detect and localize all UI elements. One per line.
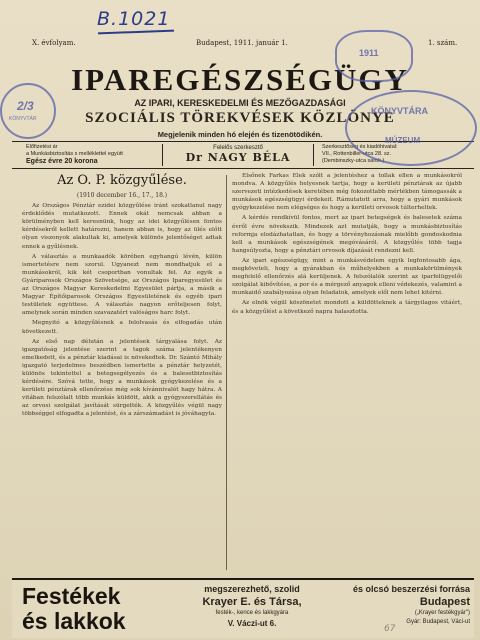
editor-name: Dr NAGY BÉLA bbox=[185, 151, 291, 164]
subscription-info bbox=[26, 144, 151, 165]
right-column bbox=[232, 172, 462, 318]
ad-right-block bbox=[312, 584, 470, 625]
article-paragraph: Az Országos Pénztár ezidei közgyűlése iránt szokatlanul nagy érdeklődés mutatkozott. Ennek okát nemcsak abban a körülményben kell keresnünk, hogy az idei közgyűlésen fontos kérdésekről kellett határozni, hanem abban is, hogy az ülés előtt olyan viszonyok alakultak ki, amelyek különös jelentőséget adtak ennek a gyűlésnek. bbox=[22, 203, 222, 250]
journal-title: IPAREGÉSZSÉGÜGY bbox=[71, 62, 409, 97]
stamp-ring-text: KÖNYVTÁR bbox=[9, 116, 37, 122]
article-paragraph: Az ipari egészségügy, mint a munkásvédelem egyik legfontosabb ága, megköveteli, hogy a gyárakban és műhelyekben a munkakörülmények megfelelő ellenőrzés alá kerüljenek. A felszólalók szerint az iparfelügyelői szolgálat kibővítése, a por és a mérgező anyagok elleni védekezés, valamint a munkaidő szabályozása olyan feladatok, amelyek elől nem lehet kitérni. bbox=[232, 257, 462, 297]
address-line: Szerkesztőség és kiadóhivatal: bbox=[322, 144, 398, 150]
ad-line: („Krayer festékgyár") bbox=[414, 610, 470, 616]
subscription-line: a Munkásbiztosítás s melléklettel együtt bbox=[26, 151, 123, 157]
article-title: Az O. P. közgyűlése. bbox=[57, 173, 187, 188]
library-stamp-top-right bbox=[335, 30, 413, 82]
volume-label: X. évfolyam. bbox=[32, 39, 76, 47]
ad-company-name: Krayer E. és Társa, bbox=[202, 596, 302, 608]
issue-number: 1. szám. bbox=[428, 39, 458, 47]
ad-line: megszerezhető, szolid bbox=[204, 584, 300, 594]
article-paragraph: Elsőnek Farkas Elek szólt a jelentéshez a tollak ellen a munkásokról mondva. A közgyűlés helyesnek tartja, hogy a kerületi pénztárak az újabb szervezeti intézkedések keretében még fokozottabb mértékben támogassák a munkások egészségügyi érdekeit. Rámutatott arra, hogy a gyári munkások gyógykezelése nem elégséges és hogy a kerületi orvosok túlterheltek. bbox=[232, 173, 462, 212]
article-paragraph: Megnyitó a közgyűlésnek a felolvasás és elfogadás után következett. bbox=[22, 320, 222, 335]
stamp-museum-text: MÚZEUM bbox=[385, 136, 421, 145]
address-line: VII., Rottenbiller-utca 28. sz. bbox=[322, 151, 392, 157]
handwritten-catalog-number: B.1021 bbox=[97, 8, 171, 30]
stamp-number: 2/3 bbox=[17, 99, 34, 113]
library-stamp-left bbox=[0, 83, 56, 139]
publication-schedule: Megjelenik minden hó elején és tizenötödikén. bbox=[157, 130, 323, 139]
paint-advertisement bbox=[12, 578, 474, 638]
journal-subtitle-2: SZOCIÁLIS TÖREKVÉSEK KÖZLÖNYE bbox=[85, 110, 395, 126]
ad-line: festék-, kence és lakkgyára bbox=[215, 610, 289, 616]
address-line: (Dembinszky-utca sarok.) bbox=[322, 158, 385, 164]
column-divider bbox=[226, 175, 227, 570]
subscription-line: Előfizetési ár bbox=[26, 144, 58, 150]
ad-headline-line-1: Festékek bbox=[22, 583, 121, 609]
library-stamp-right bbox=[345, 90, 477, 166]
stamp-ring-text: KÖNYVTÁRA bbox=[371, 106, 429, 116]
article-paragraph: A kérdés rendkívül fontos, mert az ipari betegségek és balesetek száma évről évre növekszik. Mindezek azt mutatják, hogy a munkásbiztosítás reformja elodázhatatlan, és hogy a törvényhozásnak mielőbb gondoskodnia kell a munkások egészségének megóvásáról. A közgyűlés több tagja hangsúlyozta, hogy a pénztári orvosok díjazását rendezni kell. bbox=[232, 215, 462, 254]
ad-headline bbox=[22, 584, 126, 634]
left-column bbox=[22, 172, 222, 421]
pencil-page-mark: 67 bbox=[384, 624, 396, 634]
ad-headline-line-2: és lakkok bbox=[22, 608, 126, 634]
ad-line: és olcsó beszerzési forrása bbox=[352, 584, 470, 594]
issue-date: Budapest, 1911. január 1. bbox=[196, 39, 288, 47]
editor-block bbox=[162, 144, 314, 166]
article-paragraph: A választás a munkaadók körében egyhangú lévén, külön ismertetésre nem szorul. Ugyanezt nem mondhatjuk el a munkásokról, kik két csoportban vonultak fel. Az egyik a Gyáriparosok Országos Szövetsége, az Országos Iparegyesület és az Országos Magyar Kereskedelmi Egyesület pártja, a másik a Magyar Építőiparosok Országos Egyesületének és egyéb ipari testületek együttese. A választás nagyon erőteljesen folyt, amelynek során minden szavazatért valóságos harc folyt. bbox=[22, 253, 222, 317]
article-paragraph: Az elnök végül köszönetet mondott a küldötteknek a tárgyilagos vitáért, és a közgyűlést a következő napra halasztotta. bbox=[232, 300, 462, 315]
editor-role: Felelős szerkesztő bbox=[213, 145, 263, 151]
stamp-year: 1911 bbox=[359, 48, 379, 58]
ad-line: Gyár: Budapest, Váci-ut bbox=[406, 619, 470, 625]
handwritten-underline bbox=[98, 30, 174, 35]
ad-city: Budapest bbox=[419, 596, 470, 608]
journal-subtitle-1: AZ IPARI, KERESKEDELMI ÉS MEZŐGAZDASÁGI bbox=[134, 98, 346, 108]
ad-address: V. Váczi-ut 6. bbox=[227, 619, 277, 628]
article-paragraph: Az első nap délután a jelentések tárgyalása folyt. Az igazgatóság jelentése szerint a tagok száma jelentékenyen emelkedett, és a pénztár kiadásai is növekedtek. Dr. Szántó Mihály igazgató terjedelmes beszédben ismertette a pénztár helyzetét, különös tekintettel a betegsegélyezés és a balesetbiztosítás kérdésére. Szóvá tette, hogy a munkások gyógykezelése és a kerületi pénztárak ellenőrzése még sok kívánnivalót hagy hátra. A vitában felszólalt több munkás küldött, akik a gyógyszerellátás és az orvosi szolgálat javítását sürgették. A közgyűlés végül nagy többséggel elfogadta a jelentést, és a zárszámadást is jóváhagyta. bbox=[22, 338, 222, 418]
ad-company-block bbox=[192, 584, 312, 628]
subscription-price: Egész évre 20 korona bbox=[26, 158, 98, 165]
article-date: (1910 december 16., 17., 18.) bbox=[76, 192, 168, 199]
